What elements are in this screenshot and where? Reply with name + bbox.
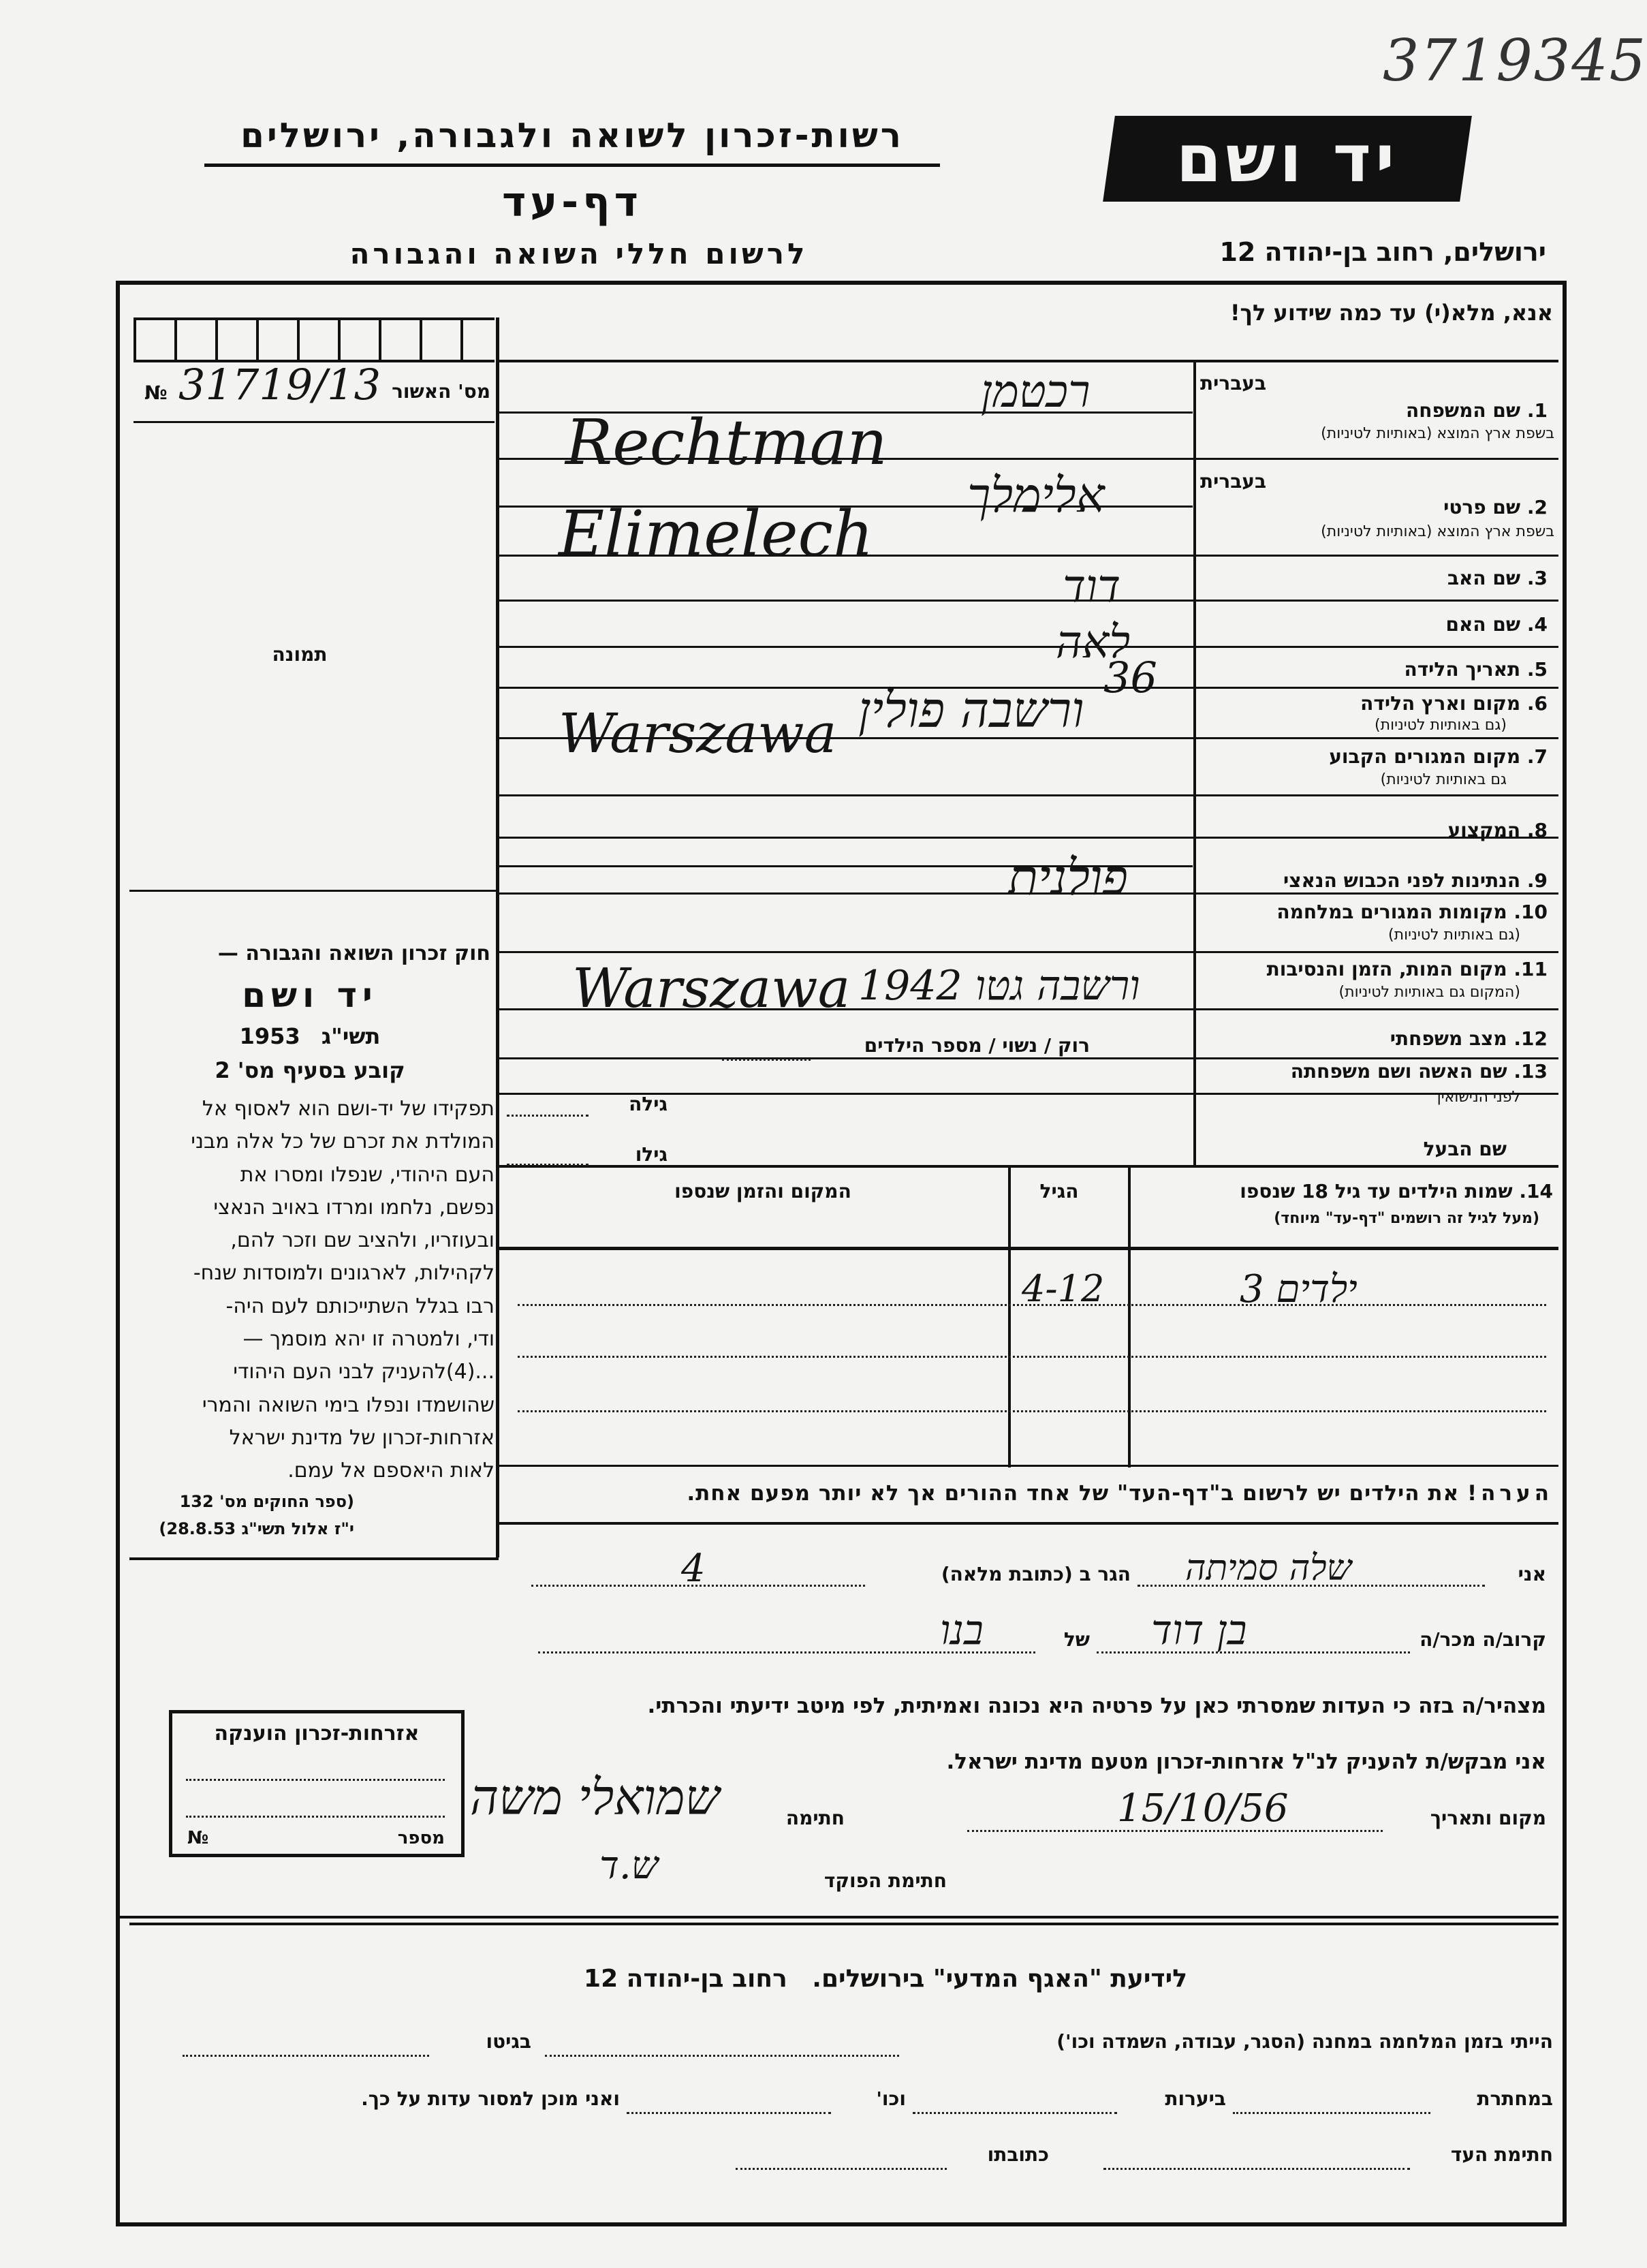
- footer-willing-label: ואני מוכן למסור עדות על כך.: [361, 2087, 620, 2110]
- approval-underline: [134, 421, 495, 423]
- law-body-line: ...(4)להעניק לבני העם היהודי: [233, 1360, 495, 1384]
- citizenship-dots-2: [186, 1816, 445, 1818]
- grid-tick: [134, 317, 136, 361]
- law-year-hebrew: תשי"ג: [321, 1023, 381, 1049]
- field-4-text: שם האם: [1445, 613, 1521, 636]
- law-body-line: תפקידו של יד-ושם הוא לאסוף אל: [202, 1097, 495, 1121]
- footer-address: רחוב בן-יהודה 12: [584, 1965, 787, 1993]
- footer-camp-label: הייתי בזמן המלחמה במחנה (הסגר, עבודה, השמדה וכו'): [1056, 2030, 1553, 2053]
- law-clause: קובע בסעיף מס' 2: [215, 1057, 405, 1083]
- footer-witness-sign-dots[interactable]: [1103, 2168, 1410, 2170]
- footer-ghetto-dots[interactable]: [183, 2055, 429, 2057]
- field-2-text: שם פרטי: [1443, 496, 1521, 518]
- field-7-label: [1200, 745, 1548, 768]
- law-body: [129, 1093, 495, 1488]
- citizenship-number-label: מספר: [397, 1828, 445, 1848]
- grid-tick: [338, 317, 341, 361]
- footer-etc-label: וכו': [876, 2087, 906, 2110]
- footer-underground-dots[interactable]: [1233, 2112, 1430, 2114]
- authority-underline: [204, 164, 940, 167]
- footer-heading-text: לידיעת "האגף המדעי" בירושלים.: [812, 1965, 1187, 1993]
- children-row-age: 4-12: [1022, 1267, 1105, 1310]
- field-5-text: תאריך הלידה: [1404, 658, 1521, 681]
- approval-number: 31719/13: [178, 360, 381, 409]
- husband-age-dots[interactable]: [507, 1164, 589, 1166]
- law-year-number: 1953: [239, 1023, 300, 1049]
- grid-tick: [460, 317, 463, 361]
- family-name-hebrew: רכטמן: [981, 365, 1091, 418]
- officer-label: חתימת הפוקד: [824, 1869, 947, 1892]
- death-place-latin: Warszawa: [572, 957, 851, 1020]
- footer-witness-sign-label: חתימת העד: [1450, 2143, 1553, 2166]
- place-date-label: מקום ותאריך: [1430, 1807, 1546, 1829]
- approval-label: מס' האשור: [392, 380, 490, 403]
- law-body-line: שהושמדו ונפלו בימי השואה והמרי: [202, 1393, 495, 1417]
- citizenship-dots-1: [186, 1779, 445, 1781]
- field-4-number: 4.: [1526, 613, 1548, 636]
- row-line: [499, 794, 1558, 796]
- authority-title: רשות-זכרון לשואה ולגבורה, ירושלים: [240, 116, 904, 155]
- wife-age-dots[interactable]: [507, 1115, 589, 1117]
- field-11-label: [1200, 958, 1548, 980]
- field-13-sub: לפני הנישואין: [1437, 1089, 1520, 1106]
- signature-label: חתימה: [785, 1807, 845, 1829]
- note-label: הערה!: [1466, 1481, 1553, 1506]
- logo-text: יד ושם: [1176, 121, 1399, 197]
- i-am-label: אני: [1518, 1563, 1546, 1585]
- declarant-bottom-line: [120, 1916, 1558, 1919]
- form-title: דף-עד: [502, 178, 642, 226]
- field-10-label: [1200, 901, 1548, 923]
- birthplace-hebrew: ורשבה פולין: [858, 681, 1084, 739]
- yad-vashem-logo: [1103, 116, 1472, 202]
- field-6-number: 6.: [1526, 692, 1548, 715]
- family-name-latin: Rechtman: [565, 406, 888, 479]
- field-1-label: [1200, 399, 1548, 422]
- signature-value: שמואלי משה: [470, 1769, 720, 1826]
- relative-dots[interactable]: [1097, 1651, 1410, 1653]
- field-12-label: [1200, 1027, 1548, 1050]
- grid-tick: [297, 317, 300, 361]
- field-10-text: מקומות המגורים במלחמה: [1276, 901, 1507, 923]
- children-label: [1131, 1180, 1553, 1202]
- field-9-text: הנתינות לפני הכבוש הנאצי: [1283, 869, 1521, 892]
- children-number: 14.: [1519, 1180, 1553, 1202]
- law-body-line: ודי, ולמטרה זו יהא מוסמך —: [242, 1327, 495, 1352]
- field-13-text: שם האשה ושם משפחתה: [1290, 1060, 1507, 1083]
- footer-heading: [518, 1965, 1253, 1993]
- field-3-number: 3.: [1526, 567, 1548, 589]
- field-6-sub: (גם באותיות לטיניות): [1375, 717, 1507, 734]
- mother-name-value: לאה: [1056, 616, 1131, 668]
- declarant-name-value: שלה סמיתה: [1185, 1548, 1352, 1589]
- note-bottom-line: [499, 1522, 1558, 1525]
- living-in-label: הגר ב (כתובת מלאה): [941, 1563, 1131, 1585]
- address-value: 4: [681, 1547, 706, 1591]
- field-1-sub: בשפת ארץ המוצא (באותיות לטיניות): [1321, 425, 1554, 442]
- field-2-number: 2.: [1526, 496, 1548, 518]
- field-7-sub: גם באותיות לטיניות): [1380, 771, 1507, 788]
- approval-grid-top: [134, 317, 495, 320]
- birthplace-latin: Warszawa: [559, 702, 837, 765]
- field-13-number: 13.: [1513, 1060, 1548, 1083]
- field-6-label: [1200, 692, 1548, 715]
- field-2-sub: בשפת ארץ המוצא (באותיות לטיניות): [1321, 523, 1554, 540]
- footer-address-dots[interactable]: [736, 2168, 947, 2170]
- footer-forests-label: ביערות: [1165, 2087, 1226, 2110]
- photo-label: תמונה: [272, 643, 328, 666]
- field-12-number: 12.: [1513, 1027, 1548, 1050]
- field-1-number: 1.: [1526, 399, 1548, 422]
- children-col-divider-2: [1128, 1168, 1131, 1467]
- first-name-latin: Elimelech: [559, 497, 874, 570]
- grid-tick: [420, 317, 422, 361]
- footer-address-label: כתובתו: [987, 2143, 1049, 2166]
- field-3-text: שם האב: [1447, 567, 1521, 589]
- officer-value: ש.ד: [599, 1844, 659, 1888]
- field-9-label: [1200, 869, 1548, 892]
- footer-ghetto-label: בגיטו: [486, 2030, 531, 2053]
- row-line: [499, 951, 1558, 953]
- field-10-sub: (גם באותיות לטיניות): [1388, 927, 1520, 944]
- children-row-dots: [518, 1410, 1546, 1412]
- grid-tick: [256, 317, 259, 361]
- grid-top-line: [499, 360, 1558, 362]
- law-body-line: נפשם, נלחמו ומרדו באויב הנאצי: [213, 1195, 495, 1220]
- grid-tick: [215, 317, 218, 361]
- field-8-text: המקצוע: [1447, 819, 1521, 841]
- law-source-2: י"ז אלול תשי"ג 28.8.53): [159, 1519, 354, 1538]
- children-col-divider-1: [1008, 1168, 1011, 1467]
- law-body-line: המולדת את זכרם של כל אלה מבני: [191, 1130, 495, 1154]
- citizenship-box: [169, 1710, 465, 1857]
- children-row-line: [499, 1248, 1558, 1250]
- row-line: [499, 600, 1558, 602]
- photo-bottom-line: [129, 890, 496, 892]
- field-7-number: 7.: [1526, 745, 1548, 768]
- row-line: [499, 1057, 1558, 1059]
- law-body-line: רבו בגלל השתייכותם לעם היה-: [225, 1294, 495, 1318]
- date-value: 15/10/56: [1117, 1786, 1289, 1831]
- field-4-label: [1200, 613, 1548, 636]
- field-12-text: מצב משפחתי: [1390, 1027, 1507, 1050]
- first-name-hebrew: אלימלך: [967, 467, 1105, 523]
- law-year: [129, 1023, 490, 1049]
- footer-underground-label: במחתרת: [1477, 2087, 1553, 2110]
- form-subtitle: לרשום חללי השואה והגבורה: [349, 237, 809, 270]
- husband-age-label: גילו: [635, 1143, 668, 1166]
- approval-no-symbol: №: [144, 382, 168, 404]
- citizenship-no-symbol: №: [187, 1828, 209, 1848]
- children-row-name: 3 ילדים: [1240, 1267, 1358, 1311]
- label-column-divider: [1193, 361, 1196, 1165]
- field-5-label: [1200, 658, 1548, 681]
- field-5-number: 5.: [1526, 658, 1548, 681]
- field-2-label: [1200, 496, 1548, 518]
- footer-top-line: [129, 1923, 1558, 1925]
- relative-label: קרוב/ה מכר/ה: [1419, 1628, 1546, 1651]
- field-1-text: שם המשפחה: [1406, 399, 1521, 422]
- law-body-line: אזרחות-זכרון של מדינת ישראל: [229, 1425, 495, 1450]
- field-6-text: מקום וארץ הלידה: [1360, 692, 1521, 715]
- law-body-line: העם היהודי, שנפלו ומסרו את: [240, 1162, 495, 1187]
- children-row-dots: [518, 1356, 1546, 1358]
- nationality-value: פולנית: [1008, 849, 1129, 906]
- of-value: בנו: [940, 1606, 984, 1654]
- note-text: את הילדים יש לרשום ב"דף-העד" של אחד ההורים אך לא יותר מפעם אחת.: [687, 1481, 1460, 1506]
- law-source-1: (ספר החוקים מס' 132: [179, 1492, 354, 1511]
- declaration-text: מצהיר/ה בזה כי העדות שמסרתי כאן על פרטיה היא נכונה ואמיתית, לפי מיטב ידיעתי והכרתי.: [647, 1694, 1546, 1718]
- field-7-text: מקום המגורים הקבוע: [1329, 745, 1521, 768]
- row-line: [499, 646, 1558, 648]
- relative-value: בן דוד: [1151, 1606, 1247, 1654]
- field-10-number: 10.: [1513, 901, 1548, 923]
- left-column-divider: [496, 317, 499, 1557]
- law-heading: חוק זכרון השואה והגבורה —: [217, 942, 490, 965]
- footer-etc-dots[interactable]: [627, 2112, 831, 2114]
- field-3-label: [1200, 567, 1548, 589]
- law-body-line: לקהילות, לארגונים ולמוסדות שנח-: [193, 1261, 495, 1286]
- children-col-age: הגיל: [1039, 1180, 1079, 1202]
- marital-options: רוק / נשוי / מספר הילדים: [864, 1034, 1090, 1057]
- death-place-hebrew: ורשבה גטו 1942: [858, 962, 1140, 1010]
- children-count-dots[interactable]: [722, 1059, 811, 1061]
- children-col-place: המקום והזמן שנספו: [674, 1180, 851, 1202]
- citizenship-title: אזרחות-זכרון הוענקה: [214, 1722, 420, 1745]
- grid-tick: [379, 317, 381, 361]
- footer-camp-dots[interactable]: [545, 2055, 899, 2057]
- field-8-label: [1200, 819, 1548, 841]
- address: ירושלים, רחוב בן-יהודה 12: [1219, 237, 1546, 267]
- husband-label: שם הבעל: [1423, 1138, 1507, 1160]
- father-name-value: דוד: [1063, 560, 1121, 612]
- law-bottom-line: [129, 1557, 499, 1560]
- request-text: אני מבקש/ת להעניק לנ"ל אזרחות-זכרון מטעם מדינת ישראל.: [946, 1750, 1546, 1774]
- wife-age-label: גילה: [629, 1093, 668, 1115]
- intro-text: אנא, מלא(י) עד כמה שידוע לך!: [1229, 300, 1553, 326]
- birth-date-value: 36: [1103, 653, 1157, 702]
- archive-number: 3719345: [1383, 27, 1647, 94]
- children-bottom-line: [499, 1465, 1558, 1467]
- children-sub: (מעל לגיל זה רושמים "דף-עד" מיוחד): [1274, 1210, 1539, 1227]
- law-body-line: לאות היאספם אל עמם.: [287, 1459, 495, 1483]
- footer-forests-dots[interactable]: [913, 2112, 1117, 2114]
- grid-tick: [174, 317, 177, 361]
- field-9-number: 9.: [1526, 869, 1548, 892]
- field-8-number: 8.: [1526, 819, 1548, 841]
- of-label: של: [1063, 1628, 1090, 1651]
- field-2-hebrew-tag: בעברית: [1200, 470, 1267, 493]
- note: [518, 1481, 1553, 1506]
- field-13-label: [1200, 1060, 1548, 1083]
- field-11-number: 11.: [1513, 958, 1548, 980]
- field-11-sub: (המקום גם באותיות לטיניות): [1338, 984, 1520, 1001]
- children-label-text: שמות הילדים עד גיל 18 שנספו: [1240, 1180, 1513, 1202]
- field-11-text: מקום המות, הזמן והנסיבות: [1266, 958, 1507, 980]
- law-name: יד ושם: [242, 976, 378, 1015]
- law-body-line: ובעוזריו, ולהציב שם וזכר להם,: [230, 1228, 495, 1253]
- field-1-hebrew-tag: בעברית: [1200, 372, 1267, 394]
